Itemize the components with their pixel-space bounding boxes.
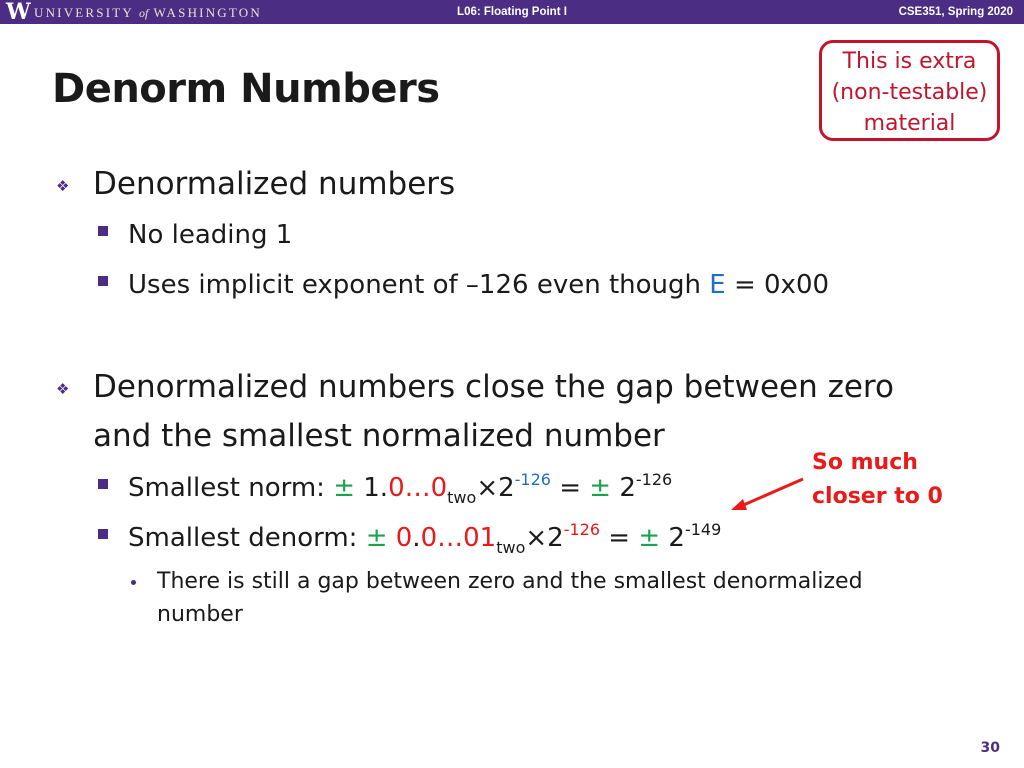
header-bar: [0, 0, 1024, 24]
sub-bullet-implicit-exponent: Uses implicit exponent of –126 even though E = 0x00: [128, 270, 830, 300]
uw-logo: W: [6, 0, 31, 25]
bullet-close-gap-line2: and the smallest normalized number: [93, 418, 665, 454]
dot-bullet-icon: [131, 580, 136, 585]
smallest-denorm-formula: Smallest denorm: ± $0.0\dots 01_{two}\times 2^{-126}$ = ± $2^{-149}$: [128, 520, 722, 557]
square-bullet-icon: [98, 226, 108, 236]
square-bullet-icon: [98, 479, 108, 489]
callout-line: So much: [812, 450, 918, 475]
square-bullet-icon: [98, 276, 108, 286]
bullet-close-gap-line1: Denormalized numbers close the gap between zero: [93, 369, 894, 405]
square-bullet-icon: [98, 529, 108, 539]
bullet-denormalized: Denormalized numbers: [93, 166, 456, 202]
note-line: (non-testable): [831, 80, 988, 105]
lecture-title: L06: Floating Point I: [457, 6, 567, 18]
slide-title: Denorm Numbers: [52, 66, 440, 112]
smallest-norm-formula: Smallest norm: ± $1.0\dots 0_{two}\times 2^{-126}$ = ± $2^{-126}$: [128, 470, 673, 507]
extra-material-note: [819, 40, 1000, 141]
university-wordmark: UNIVERSITY of WASHINGTON: [34, 5, 262, 20]
diamond-bullet-icon: ❖: [56, 177, 70, 195]
callout-arrow-icon: [725, 470, 815, 515]
gap-note-line1: There is still a gap between zero and the smallest denormalized: [157, 569, 863, 594]
callout-text: [812, 446, 943, 514]
page-number: 30: [980, 740, 1000, 756]
gap-note-line2: number: [157, 602, 243, 627]
sub-bullet-no-leading: No leading 1: [128, 220, 293, 250]
note-line: material: [863, 111, 956, 136]
diamond-bullet-icon: ❖: [56, 380, 70, 398]
course-label: CSE351, Spring 2020: [898, 6, 1013, 18]
exponent-field-E: E: [709, 270, 726, 300]
note-line: This is extra: [842, 49, 977, 74]
callout-line: closer to 0: [812, 484, 943, 509]
